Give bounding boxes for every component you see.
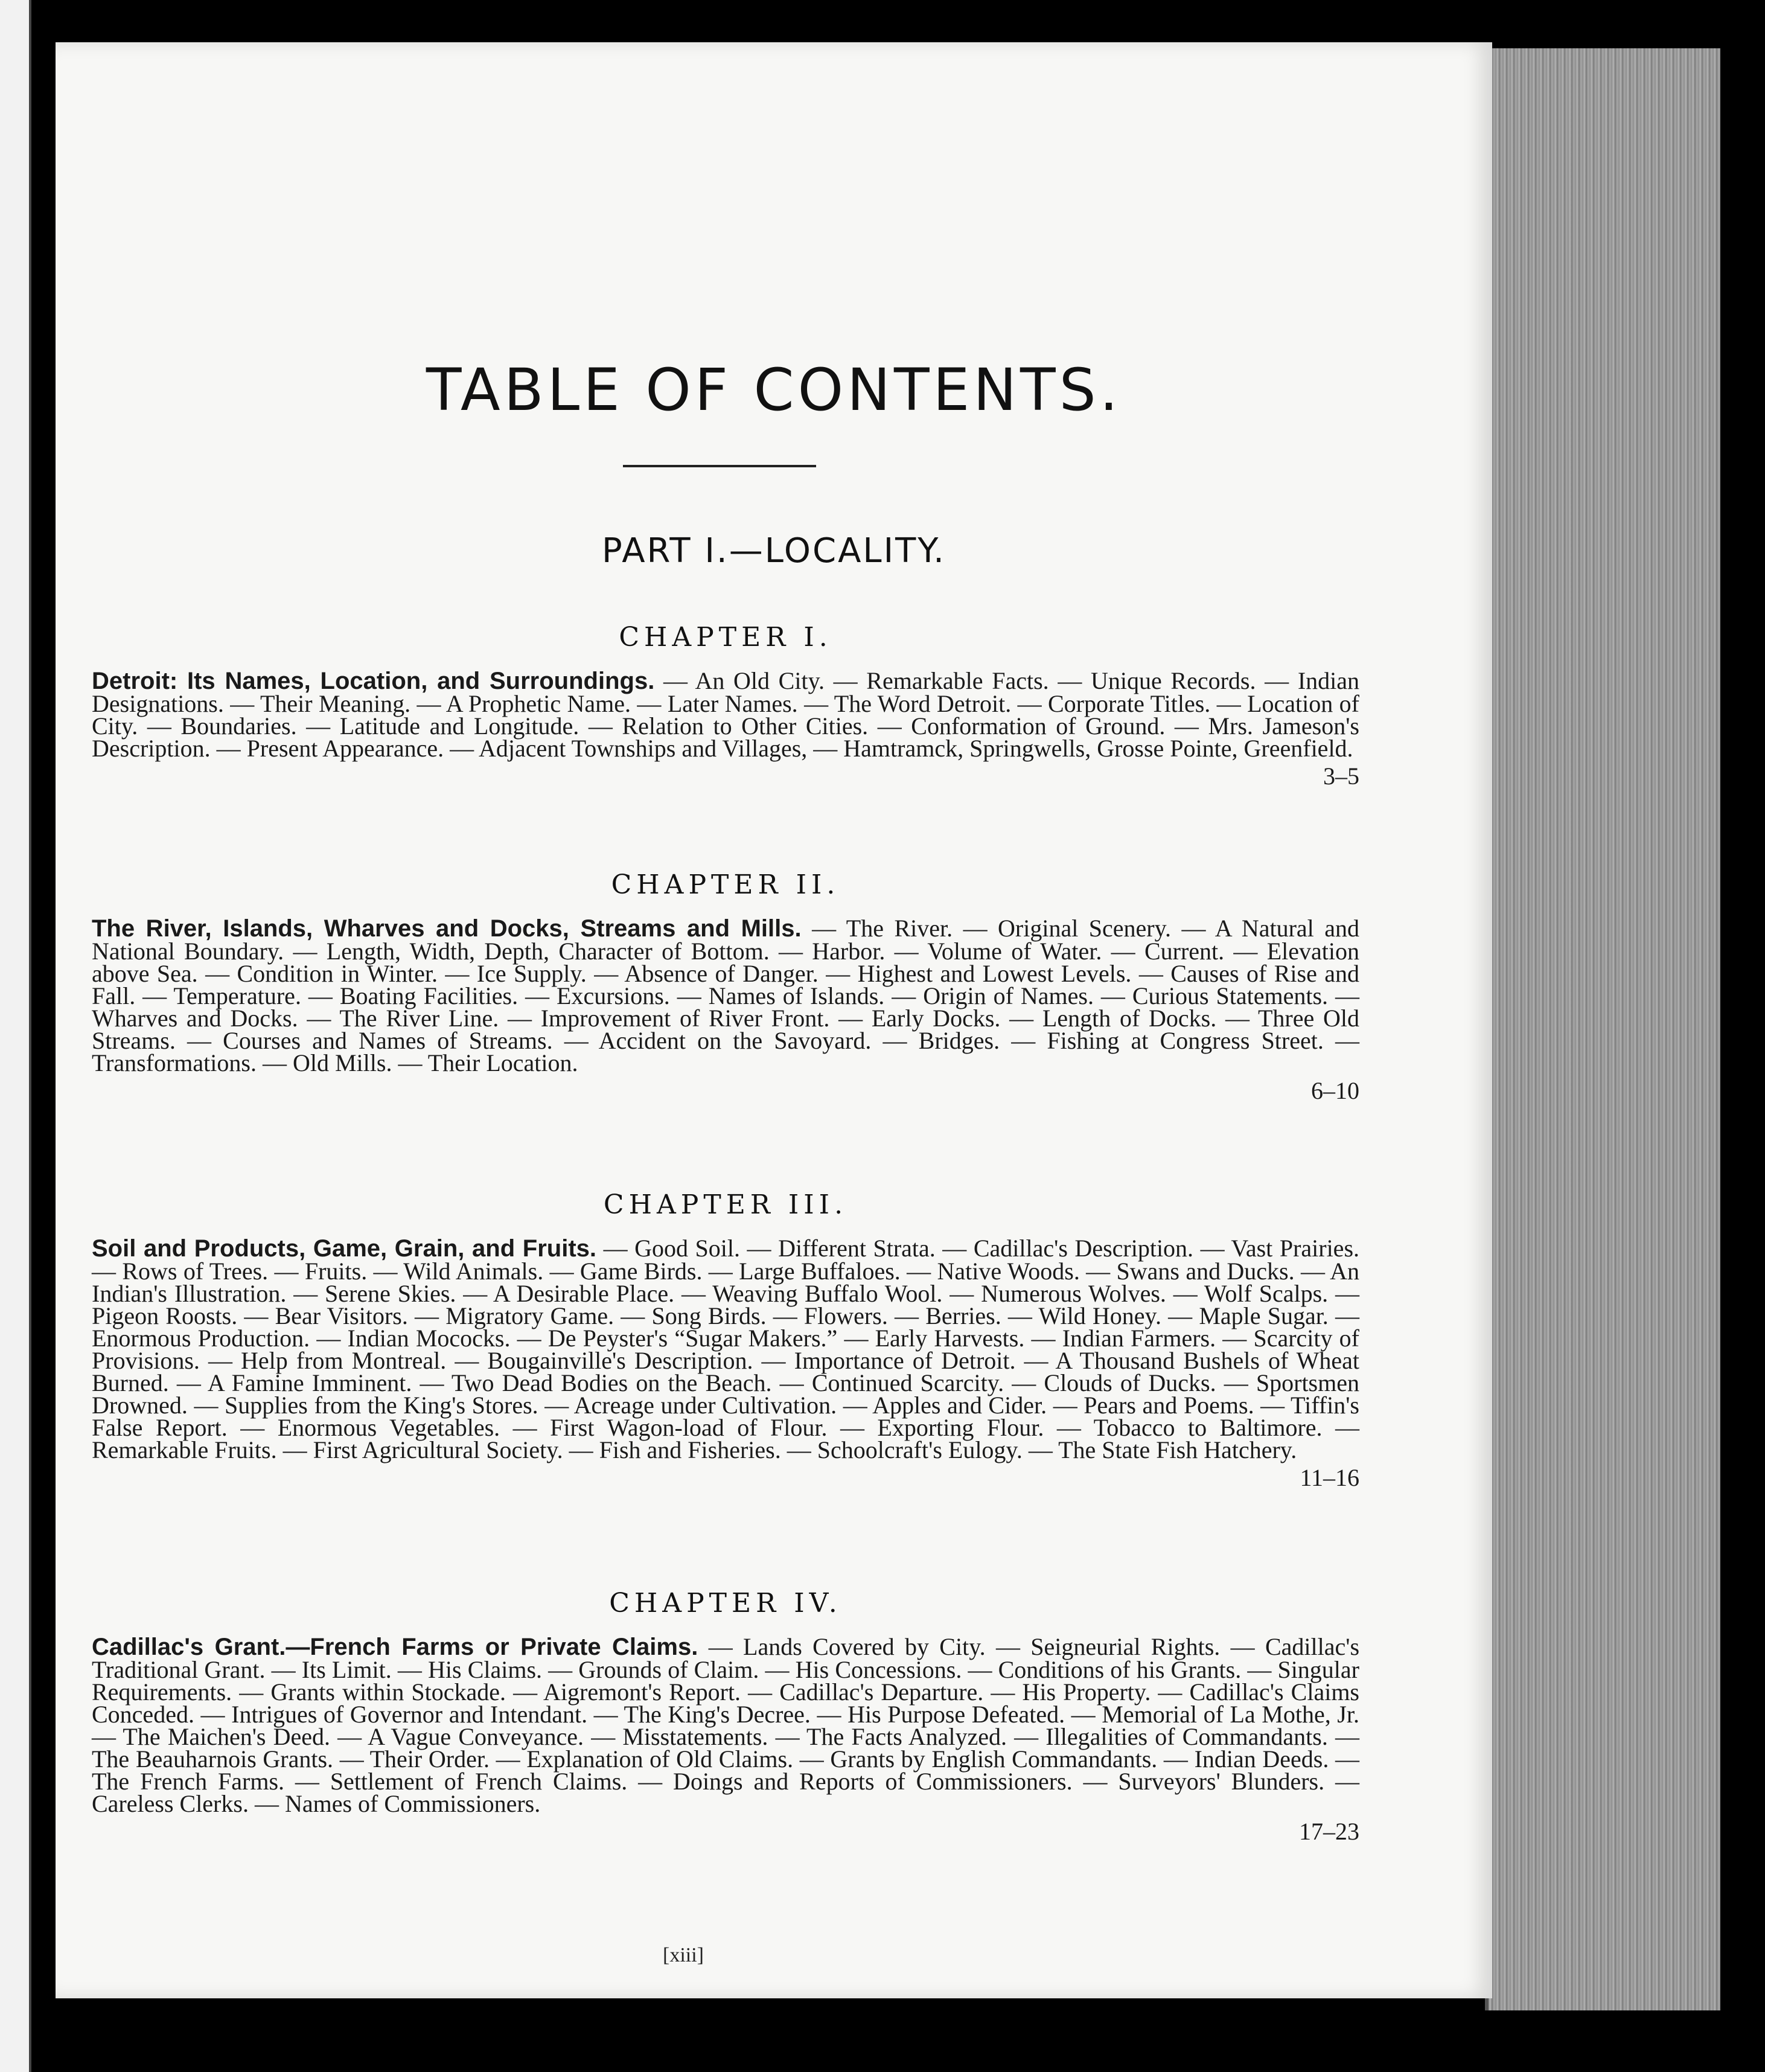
chapter-lead: The River, Islands, Wharves and Docks, Streams and Mills.	[92, 915, 802, 942]
chapter-body: — The River. — Original Scenery. — A Natural and National Boundary. — Length, Width, Depth, Character of Bottom. — Harbor. — Volume of Water. — Current. — Elevation above Sea. — Condition in Winter. — Ice Supply. — Absence of Danger. — Highest and Lowest Levels. — Causes of Rise and Fall. — Temperature. — Boating Facilities. — Excursions. — Names of Islands. — Origin of Names. — Curious Statements. — Wharves and Docks. — The River Line. — Improvement of River Front. — Early Docks. — Length of Docks. — Three Old Streams. — Courses and Names of Streams. — Accident on the Savoyard. — Bridges. — Fishing at Congress Street. — Transformations. — Old Mills. — Their Location.	[92, 915, 1360, 1076]
chapter-summary	[92, 917, 1359, 1074]
chapter-1	[92, 622, 1359, 790]
page-range: 11–16	[1300, 1464, 1359, 1491]
chapter-summary	[92, 667, 1360, 762]
chapter-summary	[92, 1633, 1360, 1817]
page-title: TABLE OF CONTENTS.	[426, 356, 1122, 424]
document-page	[56, 42, 1492, 1998]
title-rule	[623, 465, 816, 467]
chapter-lead: Cadillac's Grant.—French Farms or Private Claims.	[92, 1634, 698, 1660]
chapter-3	[92, 1189, 1359, 1492]
chapter-heading: CHAPTER II.	[611, 869, 840, 900]
page-folio: [xiii]	[663, 1944, 704, 1966]
chapter-2	[92, 869, 1359, 1105]
scan-margin-right	[1720, 48, 1765, 2010]
part-heading: PART I.—LOCALITY.	[602, 531, 946, 571]
chapter-heading: CHAPTER III.	[603, 1189, 848, 1220]
chapter-body: — An Old City. — Remarkable Facts. — Unique Records. — Indian Designations. — Their Meaning. — A Prophetic Name. — Later Names. — The Word Detroit. — Corporate Titles. — Location of City. — Boundaries. — Latitude and Longitude. — Relation to Other Cities. — Conformation of Ground. — Mrs. Jameson's Description. — Present Appearance. — Adjacent Townships and Villages, — Hamtramck, Springwells, Grosse Pointe, Greenfield.	[92, 667, 1360, 762]
left-page-edge	[0, 0, 31, 2072]
chapter-body: — Good Soil. — Different Strata. — Cadillac's Description. — Vast Prairies. — Rows of Trees. — Fruits. — Wild Animals. — Game Birds. — Large Buffaloes. — Native Woods. — Swans and Ducks. — An Indian's Illustration. — Serene Skies. — A Desirable Place. — Weaving Buffalo Wool. — Numerous Wolves. — Wolf Scalps. — Pigeon Roosts. — Bear Visitors. — Migratory Game. — Song Birds. — Flowers. — Berries. — Wild Honey. — Maple Sugar. — Enormous Production. — Indian Mococks. — De Peyster's “Sugar Makers.” — Early Harvests. — Indian Farmers. — Scarcity of Provisions. — Help from Montreal. — Bougainville's Description. — Importance of Detroit. — A Thousand Bushels of Wheat Burned. — A Famine Imminent. — Two Dead Bodies on the Beach. — Continued Scarcity. — Clouds of Ducks. — Sportsmen Drowned. — Supplies from the King's Stores. — Acreage under Cultivation. — Apples and Cider. — Pears and Poems. — Tiffin's False Report. — Enormous Vegetables. — First Wagon-load of Flour. — Exporting Flour. — Tobacco to Baltimore. — Remarkable Fruits. — First Agricultural Society. — Fish and Fisheries. — Schoolcraft's Eulogy. — The State Fish Hatchery.	[92, 1235, 1360, 1463]
chapter-body: — Lands Covered by City. — Seigneurial Rights. — Cadillac's Traditional Grant. — Its Limit. — His Claims. — Grounds of Claim. — His Concessions. — Conditions of his Grants. — Singular Requirements. — Grants within Stockade. — Aigremont's Report. — Cadillac's Departure. — His Property. — Cadillac's Claims Conceded. — Intrigues of Governor and Intendant. — The King's Decree. — His Purpose Defeated. — Memorial of La Mothe, Jr. — The Maichen's Deed. — A Vague Conveyance. — Misstatements. — The Facts Analyzed. — Illegalities of Commandants. — The Beauharnois Grants. — Their Order. — Explanation of Old Claims. — Grants by English Commandants. — Indian Deeds. — The French Farms. — Settlement of French Claims. — Doings and Reports of Commissioners. — Surveyors' Blunders. — Careless Clerks. — Names of Commissioners.	[92, 1633, 1360, 1817]
chapter-lead: Detroit: Its Names, Location, and Surroundings.	[92, 668, 655, 694]
page-range: 6–10	[1311, 1077, 1359, 1104]
page-range: 17–23	[1299, 1818, 1359, 1845]
page-range: 3–5	[1323, 763, 1359, 790]
book-page-edges	[1485, 48, 1724, 2010]
chapter-heading: CHAPTER I.	[619, 622, 832, 653]
chapter-heading: CHAPTER IV.	[609, 1588, 842, 1619]
scan-margin	[31, 0, 56, 2072]
chapter-lead: Soil and Products, Game, Grain, and Fruits.	[92, 1235, 597, 1262]
chapter-4	[92, 1588, 1359, 1846]
chapter-summary	[92, 1237, 1359, 1461]
